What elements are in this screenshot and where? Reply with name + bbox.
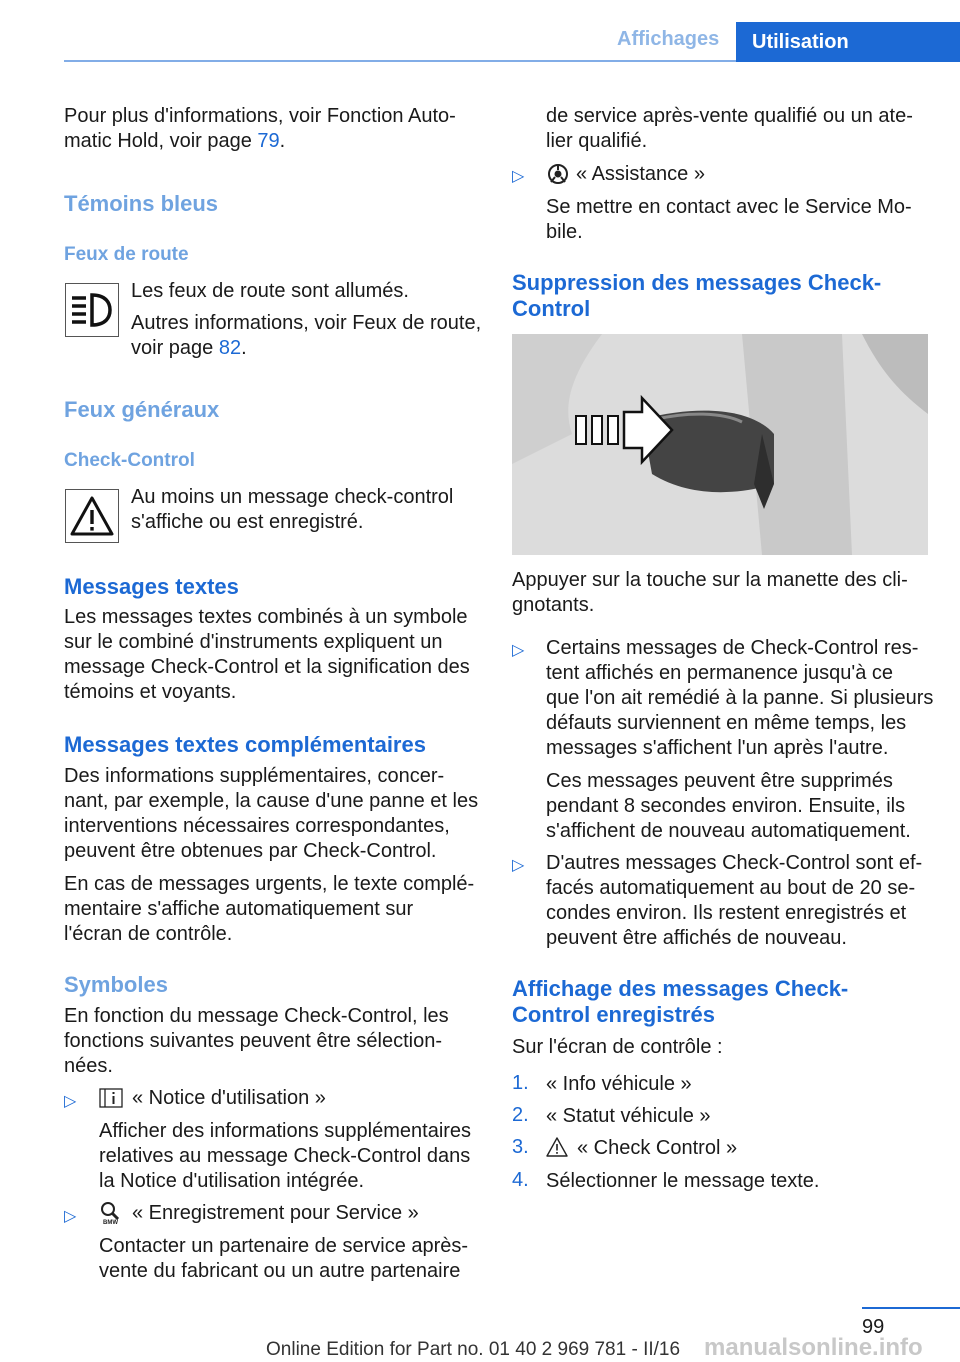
text-line: Certains messages de Check-Control res- [546, 637, 919, 659]
step-number: 1. [512, 1072, 529, 1094]
bullet-triangle-icon: ▷ [512, 168, 525, 185]
text-line: tent affichés en permanence jusqu'à ce [546, 662, 894, 684]
text-line: la Notice d'utilisation intégrée. [99, 1170, 365, 1192]
symboles-paragraph [64, 1004, 484, 1079]
text-line: Ces messages peuvent être supprimés [546, 770, 893, 792]
press-paragraph [512, 568, 932, 618]
feux-route-line: Les feux de route sont allumés. [131, 280, 409, 302]
text-line: condes environ. Ils restent enregistrés et [546, 902, 907, 924]
text-line: lier qualifié. [546, 130, 648, 152]
text-line: Les messages textes combinés à un symbole [64, 606, 468, 628]
bullet-body [99, 1119, 489, 1194]
text-line: En fonction du message Check-Control, les [64, 1005, 449, 1027]
text-line: message Check-Control et la signification des [64, 656, 470, 678]
bullet-title: « Notice d'utilisation » [132, 1087, 326, 1109]
active-tab[interactable]: Utilisation [736, 22, 960, 62]
text-line: Contacter un partenaire de service après- [99, 1235, 469, 1257]
bullet-body [546, 851, 936, 951]
feux-route-text: Les feux de route sont allumés. Autres informations, voir Feux de route, voir page 82. [131, 279, 491, 361]
step-text: « Statut véhicule » [546, 1105, 711, 1127]
heading-feux-de-route: Feux de route [64, 244, 189, 265]
text-line: l'écran de contrôle. [64, 923, 233, 945]
heading-messages-complementaires: Messages textes complémentaires [64, 732, 426, 757]
heading-line: Control enregistrés [512, 1002, 715, 1027]
heading-feux-generaux: Feux généraux [64, 397, 220, 422]
turn-signal-stalk-image [512, 334, 928, 555]
urgent-paragraph [64, 872, 484, 947]
text-line: peuvent être affichés de nouveau. [546, 927, 847, 949]
complementaires-paragraph [64, 764, 484, 864]
heading-check-control: Check-Control [64, 450, 195, 471]
bullet-triangle-icon: ▷ [64, 1093, 77, 1110]
intro-line: matic Hold, voir page [64, 130, 258, 152]
continued-paragraph [546, 104, 936, 154]
text-line: peuvent être obtenues par Check-Control. [64, 840, 437, 862]
text-line: sur le combiné d'instruments expliquent un [64, 631, 443, 653]
text-line: Appuyer sur la touche sur la manette des cli- [512, 569, 908, 591]
text-line: Afficher des informations supplémentaires [99, 1120, 472, 1142]
text-line: défauts surviennent en même temps, les [546, 712, 907, 734]
text-line: messages s'affichent l'un après l'autre. [546, 737, 889, 759]
bullet-triangle-icon: ▷ [64, 1208, 77, 1225]
page-link-79[interactable]: 79 [257, 130, 280, 152]
high-beam-icon [65, 283, 119, 337]
text-line: témoins et voyants. [64, 681, 237, 703]
text-line: nant, par exemple, la cause d'une panne et les [64, 790, 479, 812]
text-line: de service après-vente qualifié ou un ate- [546, 105, 913, 127]
heading-symboles: Symboles [64, 972, 168, 997]
text-line: nées. [64, 1055, 113, 1077]
text-line: gnotants. [512, 594, 595, 616]
bullet-triangle-icon: ▷ [512, 642, 525, 659]
step-text: « Info véhicule » [546, 1073, 692, 1095]
check-control-text [131, 485, 491, 535]
text-line: En cas de messages urgents, le texte complé- [64, 873, 475, 895]
bullet-body [99, 1234, 489, 1284]
heading-line: Control [512, 296, 591, 321]
step-number: 2. [512, 1104, 529, 1126]
book-icon [99, 1088, 123, 1113]
text-line: relatives au message Check-Control dans [99, 1145, 471, 1167]
warning-triangle-icon [65, 489, 119, 543]
heading-messages-textes: Messages textes [64, 574, 239, 599]
step-number: 3. [512, 1136, 529, 1158]
check-line: s'affiche ou est enregistré. [131, 511, 364, 533]
page-link-82[interactable]: 82 [218, 337, 242, 359]
text-line: D'autres messages Check-Control sont ef- [546, 852, 923, 874]
edition-text: Online Edition for Part no. 01 40 2 969 781 - II/16 [266, 1339, 681, 1360]
assistance-icon [546, 162, 570, 191]
bullet-title: « Assistance » [576, 163, 705, 185]
bmw-service-icon [99, 1201, 125, 1230]
text-line: mentaire s'affiche automatiquement sur [64, 898, 414, 920]
check-line: Au moins un message check-control [131, 486, 454, 508]
step-number: 4. [512, 1169, 529, 1191]
intro-paragraph: Pour plus d'informations, voir Fonction Auto- matic Hold, voir page 79. [64, 104, 484, 154]
text-line: pendant 8 secondes environ. Ensuite, ils [546, 795, 906, 817]
bullet-title: « Enregistrement pour Service » [132, 1202, 419, 1224]
text-line: Des informations supplémentaires, concer- [64, 765, 445, 787]
watermark: manualsonline.info [704, 1334, 923, 1361]
screen-label: Sur l'écran de contrôle : [512, 1036, 723, 1058]
heading-suppression [512, 270, 932, 322]
heading-affichage [512, 976, 932, 1028]
heading-line: Affichage des messages Check- [512, 976, 849, 1001]
warning-small-icon [546, 1137, 568, 1162]
feux-route-line: Autres informations, voir Feux de route, [131, 312, 482, 334]
section-tab[interactable]: Affichages [617, 28, 720, 50]
messages-textes-paragraph [64, 605, 484, 705]
text-line: vente du fabricant ou un autre partenaire [99, 1260, 461, 1282]
text-line: s'affichent de nouveau automatiquement. [546, 820, 911, 842]
text-line: facés automatiquement au bout de 20 se- [546, 877, 916, 899]
bmw-text: BMW [103, 1220, 118, 1225]
text-line: que l'on ait remédié à la panne. Si plusieurs [546, 687, 934, 709]
text-line: Se mettre en contact avec le Service Mo- [546, 196, 912, 218]
feux-route-line: voir page [131, 337, 219, 359]
bullet-body [546, 195, 936, 245]
intro-line: Pour plus d'informations, voir Fonction Auto- [64, 105, 456, 127]
bullet-body [546, 636, 936, 844]
footer-rule [862, 1307, 960, 1309]
heading-temoins-bleus: Témoins bleus [64, 191, 219, 216]
page-number: 99 [862, 1316, 885, 1338]
step-text: « Check Control » [577, 1137, 738, 1159]
heading-line: Suppression des messages Check- [512, 270, 882, 295]
text-line: bile. [546, 221, 583, 243]
bullet-triangle-icon: ▷ [512, 857, 525, 874]
step-text: Sélectionner le message texte. [546, 1170, 820, 1192]
text-line: interventions nécessaires correspondantes, [64, 815, 450, 837]
text-line: fonctions suivantes peuvent être sélection- [64, 1030, 442, 1052]
